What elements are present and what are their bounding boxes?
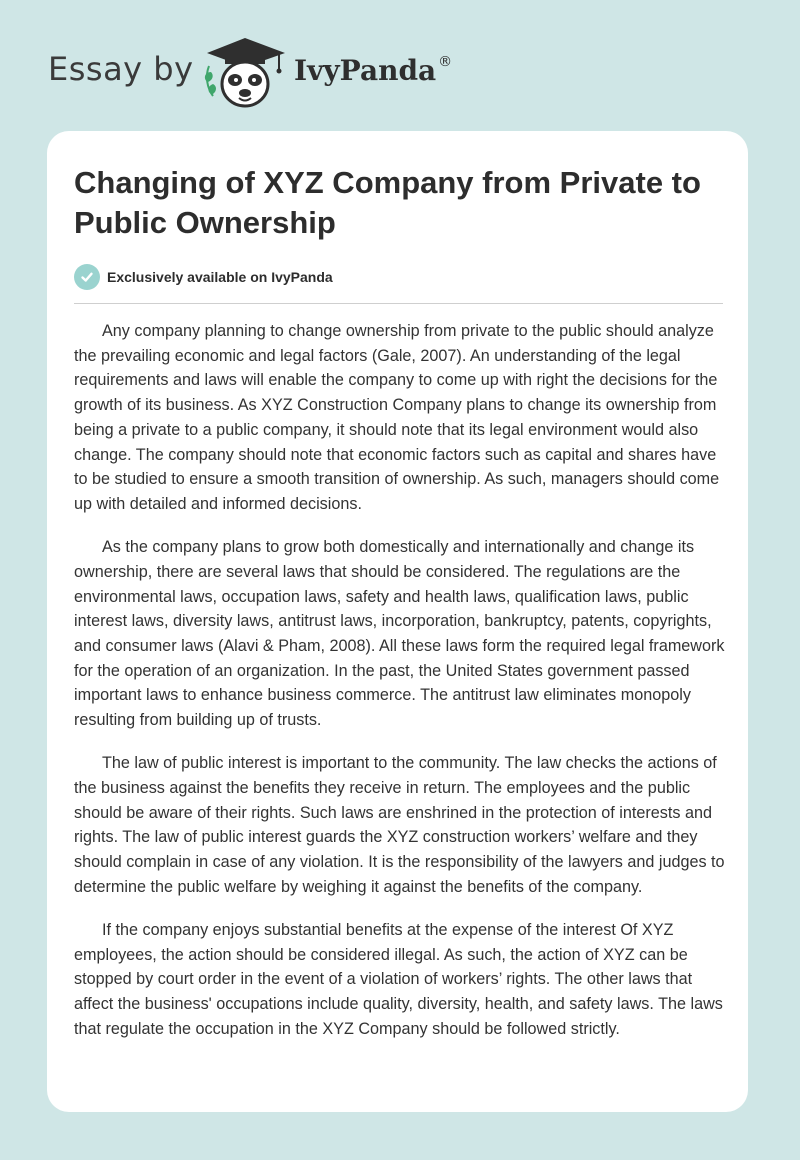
site-header [0, 0, 800, 130]
ivypanda-logo-icon[interactable] [203, 36, 287, 110]
page-title: Changing of XYZ Company from Private to Public Ownership [74, 165, 701, 240]
paragraph: If the company enjoys substantial benefits at the expense of the interest Of XYZ employees, the action should be considered illegal. As such, the action of XYZ can be stopped by court order in the event of a violation of workers’ rights. The other laws that affect the business' occupations include quality, diversity, health, and safety laws. The laws that regulate the occupation in the XYZ Company should be followed strictly. [74, 920, 723, 1038]
registered-mark: ® [438, 54, 453, 70]
badge-text: Exclusively available on IvyPanda [107, 269, 333, 285]
check-icon [74, 264, 100, 290]
essay-body [74, 319, 726, 1060]
paragraph: The law of public interest is important to the community. The law checks the actions of the business against the benefits they receive in return. The employees and the public should be aware of their rights. Such laws are enshrined in the protection of interests and rights. The law of public interest guards the XYZ construction workers’ welfare and they should complain in case of any violation. It is the responsibility of the lawyers and judges to determine the public welfare by weighing it against the benefits of the company. [74, 754, 725, 896]
essay-card [47, 131, 748, 1112]
divider [74, 303, 723, 304]
exclusive-badge [74, 264, 333, 290]
paragraph: As the company plans to grow both domestically and internationally and change its ownership, there are several laws that should be considered. The regulations are the environmental laws, occupation laws, safety and health laws, qualification laws, public interest laws, diversity laws, antitrust laws, incorporation, bankruptcy, patents, copyrights, and consumer laws (Alavi & Pham, 2008). All these laws form the required legal framework for the operation of an organization. In the past, the United States government passed important laws to enhance business commerce. The antitrust law eliminates monopoly resulting from building up of trusts. [74, 538, 725, 730]
brand-name[interactable] [294, 54, 452, 87]
essay-by-label: Essay by [48, 50, 194, 88]
brand-text: IvyPanda [294, 54, 437, 87]
paragraph: Any company planning to change ownership from private to the public should analyze the prevailing economic and legal factors (Gale, 2007). An understanding of the legal requirements and laws will enable the company to come up with right the decisions for the growth of its business. As XYZ Construction Company plans to change its ownership from being a private to a public company, it should note that its legal environment would also change. The company should note that economic factors such as capital and shares have to be studied to ensure a smooth transition of ownership. As such, managers should come up with detailed and informed decisions. [74, 322, 720, 513]
